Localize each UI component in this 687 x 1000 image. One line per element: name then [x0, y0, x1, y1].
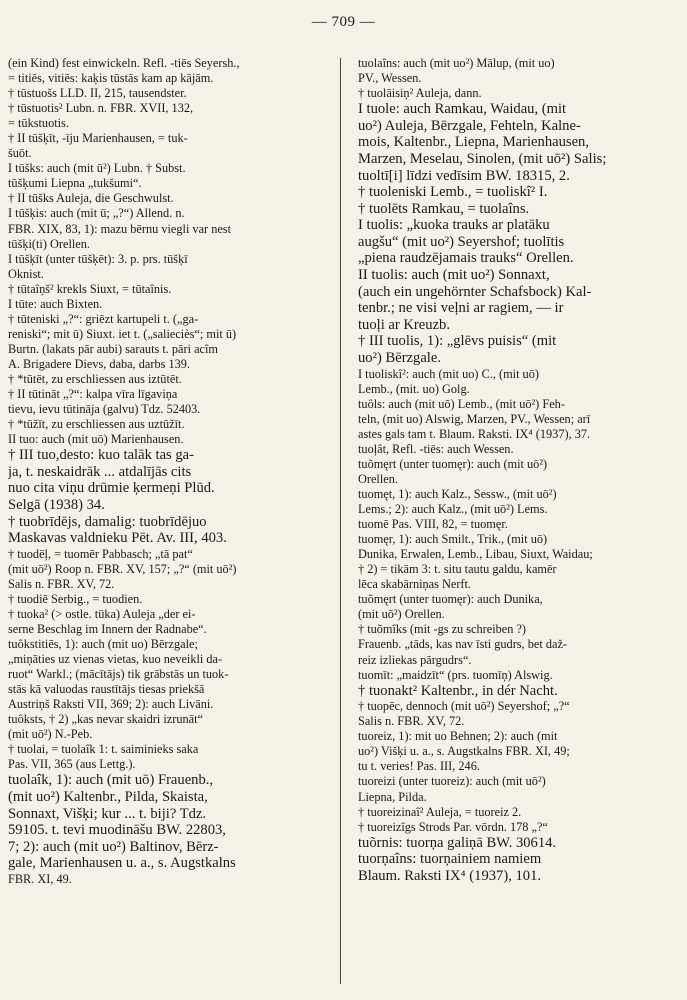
dictionary-line: tuolaîk, 1): auch (mit uō) Frauenb.,: [8, 772, 214, 789]
dictionary-line: tuõmęrt (unter tuomęr): auch (mit uō²): [358, 456, 548, 471]
dictionary-line: (ein Kind) fest einwickeln. Refl. -tiēs Seyersh.,: [8, 56, 240, 70]
dictionary-line: tuôls: auch (mit uō) Lemb., (mit uō²) Feh-: [358, 396, 565, 411]
dictionary-line: II tuo: auch (mit uō) Marienhausen.: [8, 432, 184, 447]
dictionary-line: I tuole: auch Ramkau, Waidau, (mit: [358, 101, 567, 118]
dictionary-line: † tuoreizinaî² Auleja, = tuoreiz 2.: [358, 804, 522, 819]
dictionary-line: uo²) Auleja, Bērzgale, Fehteln, Kalne-: [358, 117, 581, 134]
dictionary-line: reniski“; mit ū) Siuxt. iet t. („salieciès“; mit ū): [8, 326, 237, 341]
dictionary-line: FBR. XI, 49.: [8, 872, 72, 887]
dictionary-line: reiz izliekas pārgudrs“.: [358, 652, 472, 667]
dictionary-line: † tuonakt² Kaltenbr., in dér Nacht.: [358, 682, 558, 699]
dictionary-line: † tūstuošs LLD. II, 215, tausendster.: [8, 86, 187, 101]
dictionary-line: tenbr.; ne visi veļni ar ragiem, — ir: [358, 300, 564, 317]
dictionary-line: nuo cita viņu drūmie ķermeņi Plūd.: [8, 480, 215, 497]
dictionary-line: Salis n. FBR. XV, 72.: [358, 714, 465, 729]
dictionary-line: A. Brigadere Dievs, daba, darbs 139.: [8, 356, 191, 371]
dictionary-line: † tuolai, = tuolaîk 1: t. saiminieks saka: [8, 742, 199, 757]
dictionary-line: mois, Kaltenbr., Liepna, Marienhausen,: [358, 134, 590, 151]
dictionary-line: tuôkstitiēs, 1): auch (mit uo) Bērzgale;: [8, 637, 198, 652]
dictionary-line: † II tūšķīt, -īju Marienhausen, = tuk-: [8, 131, 188, 146]
dictionary-line: tuõrnis: tuorņa galiņā BW. 30614.: [358, 834, 557, 851]
dictionary-line: Liepna, Pilda.: [358, 789, 427, 804]
dictionary-line: Marzen, Meselau, Sinolen, (mit uō²) Salis;: [358, 150, 607, 167]
dictionary-line: † tuolēts Ramkau, = tuolaîns.: [358, 200, 530, 217]
dictionary-line: (mit uo²) Kaltenbr., Pilda, Skaista,: [8, 789, 208, 806]
dictionary-line: „miņāties uz vienas vietas, kuo neveikli da-: [8, 652, 223, 667]
dictionary-line: † tuodiē Serbig., = tuodien.: [8, 591, 143, 606]
dictionary-line: † tuodēļ, = tuomēr Pabbasch; „tā pat“: [8, 546, 193, 561]
dictionary-line: augšu“ (mit uo²) Seyershof; tuolītis: [358, 233, 565, 250]
dictionary-line: † tuobrīdējs, damalig: tuobrīdējuo: [8, 513, 207, 530]
dictionary-line: † III tuolis, 1): „glēvs puisis“ (mit: [358, 333, 557, 350]
dictionary-line: FBR. XIX, 83, 1): mazu bērnu viegli var nest: [8, 221, 232, 236]
dictionary-line: tuoļi ar Kreuzb.: [358, 316, 450, 333]
dictionary-line: † tūstuotis² Lubn. n. FBR. XVII, 132,: [8, 101, 194, 116]
dictionary-line: † tuoka² (> ostle. tūka) Auleja „der ei-: [8, 606, 196, 621]
dictionary-line: I tūšķis: auch (mit ū; „?“) Allend. n.: [8, 206, 185, 221]
dictionary-line: ja, t. neskaidrāk ... atdalījās cits: [8, 463, 192, 480]
dictionary-line: † II tūšks Auleja, die Geschwulst.: [8, 191, 174, 206]
dictionary-line: tuolaîns: auch (mit uo²) Mālup, (mit uo): [358, 56, 555, 70]
dictionary-line: Blaum. Raksti IX⁴ (1937), 101.: [358, 867, 542, 884]
dictionary-line: tuoreizi (unter tuoreiz): auch (mit uō²): [358, 774, 546, 789]
dictionary-line: tuomē Pas. VIII, 82, = tuomęr.: [358, 517, 508, 532]
dictionary-line: = tūkstuotis.: [8, 116, 69, 131]
dictionary-line: † tūtaîņš² krekls Siuxt, = tūtaînis.: [8, 281, 172, 296]
dictionary-line: tuomęr, 1): auch Smilt., Trik., (mit uō): [358, 532, 548, 547]
dictionary-line: tuoltī[i] līdzi vedīsim BW. 18315, 2.: [358, 167, 570, 184]
dictionary-line: Pas. VII, 365 (aus Lettg.).: [8, 757, 136, 772]
dictionary-line: ruot“ Warkl.; (mācītājs) tik grābstās un tuok-: [8, 667, 229, 682]
dictionary-line: Dunika, Erwalen, Lemb., Libau, Siuxt, Waidau;: [358, 547, 593, 562]
dictionary-line: † III tuo,desto: kuo talāk tas ga-: [8, 447, 195, 464]
dictionary-line: tuomęt, 1): auch Kalz., Sessw., (mit uō²): [358, 487, 557, 502]
dictionary-line: teln, (mit uo) Alswig, Marzen, PV., Wessen; arī: [358, 411, 591, 426]
dictionary-line: Austriņš Raksti VII, 369; 2): auch Livāni.: [8, 697, 214, 712]
dictionary-line: I tūte: auch Bixten.: [8, 296, 103, 311]
dictionary-line: Burtn. (lakats pār aubi) sarauts t. pāri acîm: [8, 341, 219, 356]
dictionary-line: I tūšķīt (unter tūšķēt): 3. p. prs. tūšķī: [8, 251, 188, 266]
page-number: — 709 —: [311, 14, 376, 30]
dictionary-line: † tuolāisiņ² Auleja, dann.: [358, 86, 482, 101]
dictionary-line: I tūšks: auch (mit ū²) Lubn. † Subst.: [8, 161, 186, 176]
dictionary-line: tuoļât, Refl. -tiēs: auch Wessen.: [358, 441, 514, 456]
dictionary-line: tu t. veries! Pas. III, 246.: [358, 759, 480, 774]
dictionary-line: I tuoliskî²: auch (mit uo) C., (mit uō): [358, 366, 539, 381]
left-column: [8, 56, 324, 887]
dictionary-line: † tuoleniski Lemb., = tuoliskî² I.: [358, 184, 548, 201]
dictionary-line: † tuoreizîgs Strods Par. vōrdn. 178 „?“: [358, 819, 548, 834]
right-column: [358, 56, 674, 884]
dictionary-line: Salis n. FBR. XV, 72.: [8, 576, 115, 591]
dictionary-line: (mit uō²) N.-Peb.: [8, 727, 93, 742]
dictionary-line: † *tūtēt, zu erschliessen aus iztūtēt.: [8, 371, 182, 386]
dictionary-line: astes gals tam t. Blaum. Raksti. IX⁴ (1937), 37.: [358, 426, 591, 441]
dictionary-line: tuôksts, † 2) „kas nevar skaidri izrunāt“: [8, 712, 203, 727]
dictionary-line: † tūteniski „?“: griēzt kartupeli t. („ga-: [8, 311, 199, 326]
dictionary-line: 59105. t. tevi muodināšu BW. 22803,: [8, 822, 226, 839]
dictionary-line: „piena raudzējamais trauks“ Orellen.: [358, 250, 574, 267]
column-divider: [340, 58, 341, 984]
dictionary-line: serne Beschlag im Innern der Radnabe“.: [8, 622, 207, 637]
dictionary-line: Maskavas valdnieku Pēt. Av. III, 403.: [8, 530, 227, 547]
dictionary-line: tuorņaîns: tuorņainiem namiem: [358, 851, 542, 868]
dictionary-line: stās kā valuodas raustītājs tiesas priekšā: [8, 682, 205, 697]
dictionary-line: PV., Wessen.: [358, 71, 422, 86]
dictionary-line: Lems.; 2): auch Kalz., (mit uō²) Lems.: [358, 502, 548, 517]
dictionary-line: I tuolis: „kuoka trauks ar platāku: [358, 217, 550, 234]
dictionary-line: Selgā (1938) 34.: [8, 497, 105, 513]
dictionary-line: † II tūtināt „?“: kalpa vīra līgaviņa: [8, 387, 178, 402]
dictionary-line: (mit uō²) Roop n. FBR. XV, 157; „?“ (mit uō²): [8, 561, 237, 576]
dictionary-line: II tuolis: auch (mit uo²) Sonnaxt,: [358, 267, 550, 284]
dictionary-line: (auch ein ungehörnter Schafsbock) Kal-: [358, 283, 592, 300]
dictionary-line: tuomīt: „maidzīt“ (prs. tuomīņ) Alswig.: [358, 667, 553, 682]
dictionary-line: Orellen.: [358, 471, 398, 486]
dictionary-line: tūšķumi Liepna „tukšumi“.: [8, 176, 142, 191]
dictionary-line: tuoreiz, 1): mit uo Behnen; 2): auch (mit: [358, 729, 558, 744]
dictionary-line: Oknist.: [8, 266, 44, 281]
dictionary-line: tuõmęrt (unter tuomęr): auch Dunika,: [358, 592, 543, 607]
dictionary-line: šuōt.: [8, 146, 32, 161]
dictionary-line: = titiēs, vitiēs: kaķis tūstās kam ap kājām.: [8, 71, 214, 86]
dictionary-line: † *tūžīt, zu erschliessen aus uztūžīt.: [8, 417, 185, 432]
dictionary-line: tūšķi(ti) Orellen.: [8, 236, 90, 251]
dictionary-line: Frauenb. „tāds, kas nav īsti gudrs, bet daž-: [358, 637, 567, 652]
dictionary-line: Lemb., (mit. uo) Golg.: [358, 381, 470, 396]
dictionary-line: † tuõmîks (mit -gs zu schreiben ?): [358, 622, 527, 637]
dictionary-line: lēca skabārniņas Nerft.: [358, 577, 472, 592]
dictionary-line: 7; 2): auch (mit uo²) Baltinov, Bērz-: [8, 838, 219, 855]
dictionary-line: gale, Marienhausen u. a., s. Augstkalns: [8, 855, 236, 872]
dictionary-line: uo²) Višķi u. a., s. Augstkalns FBR. XI, 49;: [358, 744, 570, 759]
dictionary-line: tievu, ievu tūtināja (galvu) Tdz. 52403.: [8, 402, 201, 417]
dictionary-line: † 2) = tikām 3: t. situ tautu galdu, kamēr: [358, 562, 557, 577]
dictionary-line: † tuopēc, dennoch (mit uō²) Seyershof; „?“: [358, 699, 570, 714]
dictionary-line: Sonnaxt, Višķi; kur ... t. biji? Tdz.: [8, 805, 207, 822]
dictionary-line: (mit uō²) Orellen.: [358, 607, 445, 622]
dictionary-line: uo²) Bērzgale.: [358, 350, 441, 367]
